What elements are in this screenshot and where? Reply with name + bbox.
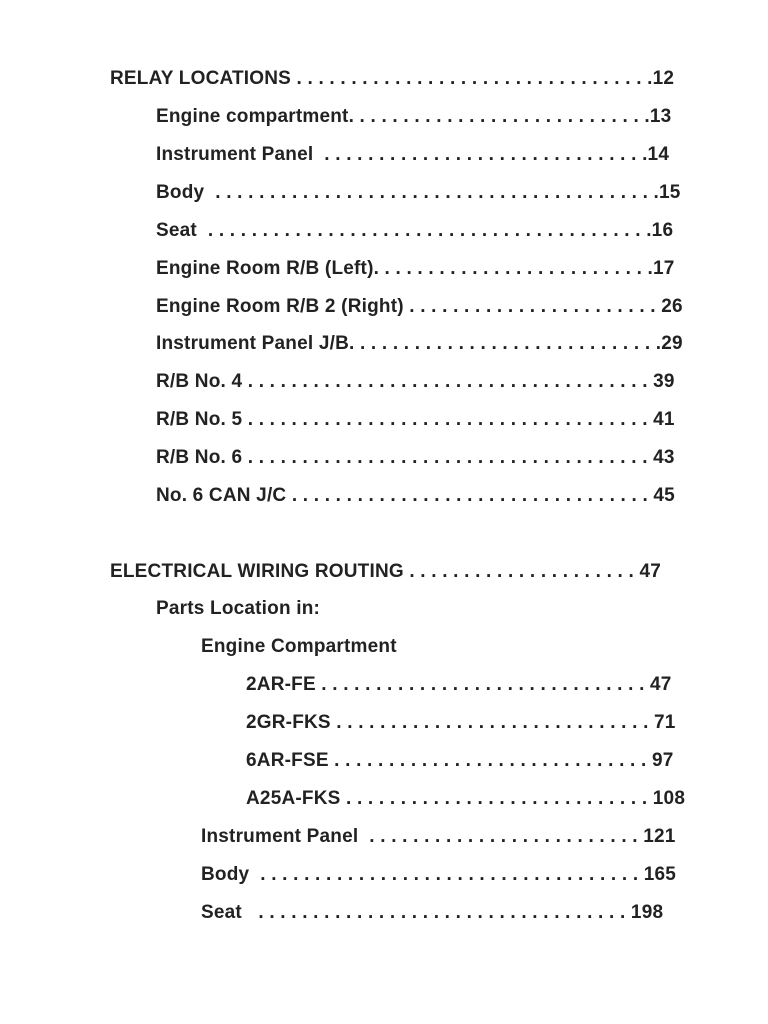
toc-entry[interactable]: 2AR-FE . . . . . . . . . . . . . . . . . . . . . . . . . . . . . . 47 [246,674,672,695]
toc-entry[interactable]: Seat . . . . . . . . . . . . . . . . . . . . . . . . . . . . . . . . . . . . . . . . .16 [156,220,674,241]
section-heading-relay-locations[interactable]: RELAY LOCATIONS . . . . . . . . . . . . . . . . . . . . . . . . . . . . . . . . .12 [110,68,675,89]
toc-entry[interactable]: Engine Room R/B (Left). . . . . . . . . . . . . . . . . . . . . . . . . .17 [156,258,675,279]
toc-entry[interactable]: Instrument Panel J/B. . . . . . . . . . . . . . . . . . . . . . . . . . . . .29 [156,333,683,354]
toc-entry[interactable]: Instrument Panel . . . . . . . . . . . . . . . . . . . . . . . . . 121 [201,826,676,847]
toc-entry[interactable]: No. 6 CAN J/C . . . . . . . . . . . . . . . . . . . . . . . . . . . . . . . . . 45 [156,485,675,506]
toc-entry[interactable]: Body . . . . . . . . . . . . . . . . . . . . . . . . . . . . . . . . . . . 165 [201,864,677,885]
toc-entry[interactable]: Engine Room R/B 2 (Right) . . . . . . . . . . . . . . . . . . . . . . . 26 [156,296,683,317]
toc-entry[interactable]: R/B No. 6 . . . . . . . . . . . . . . . . . . . . . . . . . . . . . . . . . . . . . 43 [156,447,675,468]
section-heading-electrical-wiring-routing[interactable]: ELECTRICAL WIRING ROUTING . . . . . . . . . . . . . . . . . . . . . 47 [110,561,661,582]
toc-entry[interactable]: 2GR-FKS . . . . . . . . . . . . . . . . . . . . . . . . . . . . . 71 [246,712,676,733]
toc-entry[interactable]: Instrument Panel . . . . . . . . . . . . . . . . . . . . . . . . . . . . . .14 [156,144,670,165]
toc-entry[interactable]: A25A-FKS . . . . . . . . . . . . . . . . . . . . . . . . . . . . 108 [246,788,686,809]
toc-entry[interactable]: Engine compartment. . . . . . . . . . . . . . . . . . . . . . . . . . . .13 [156,106,672,127]
subheading-engine-compartment: Engine Compartment [201,636,397,657]
toc-entry[interactable]: 6AR-FSE . . . . . . . . . . . . . . . . . . . . . . . . . . . . . 97 [246,750,674,771]
subheading-parts-location: Parts Location in: [156,598,321,619]
toc-entry[interactable]: Seat . . . . . . . . . . . . . . . . . . . . . . . . . . . . . . . . . . 198 [201,902,664,923]
toc-entry[interactable]: Body . . . . . . . . . . . . . . . . . . . . . . . . . . . . . . . . . . . . . . . . .15 [156,182,681,203]
toc-entry[interactable]: R/B No. 5 . . . . . . . . . . . . . . . . . . . . . . . . . . . . . . . . . . . . . 41 [156,409,675,430]
toc-entry[interactable]: R/B No. 4 . . . . . . . . . . . . . . . . . . . . . . . . . . . . . . . . . . . . . 39 [156,371,675,392]
